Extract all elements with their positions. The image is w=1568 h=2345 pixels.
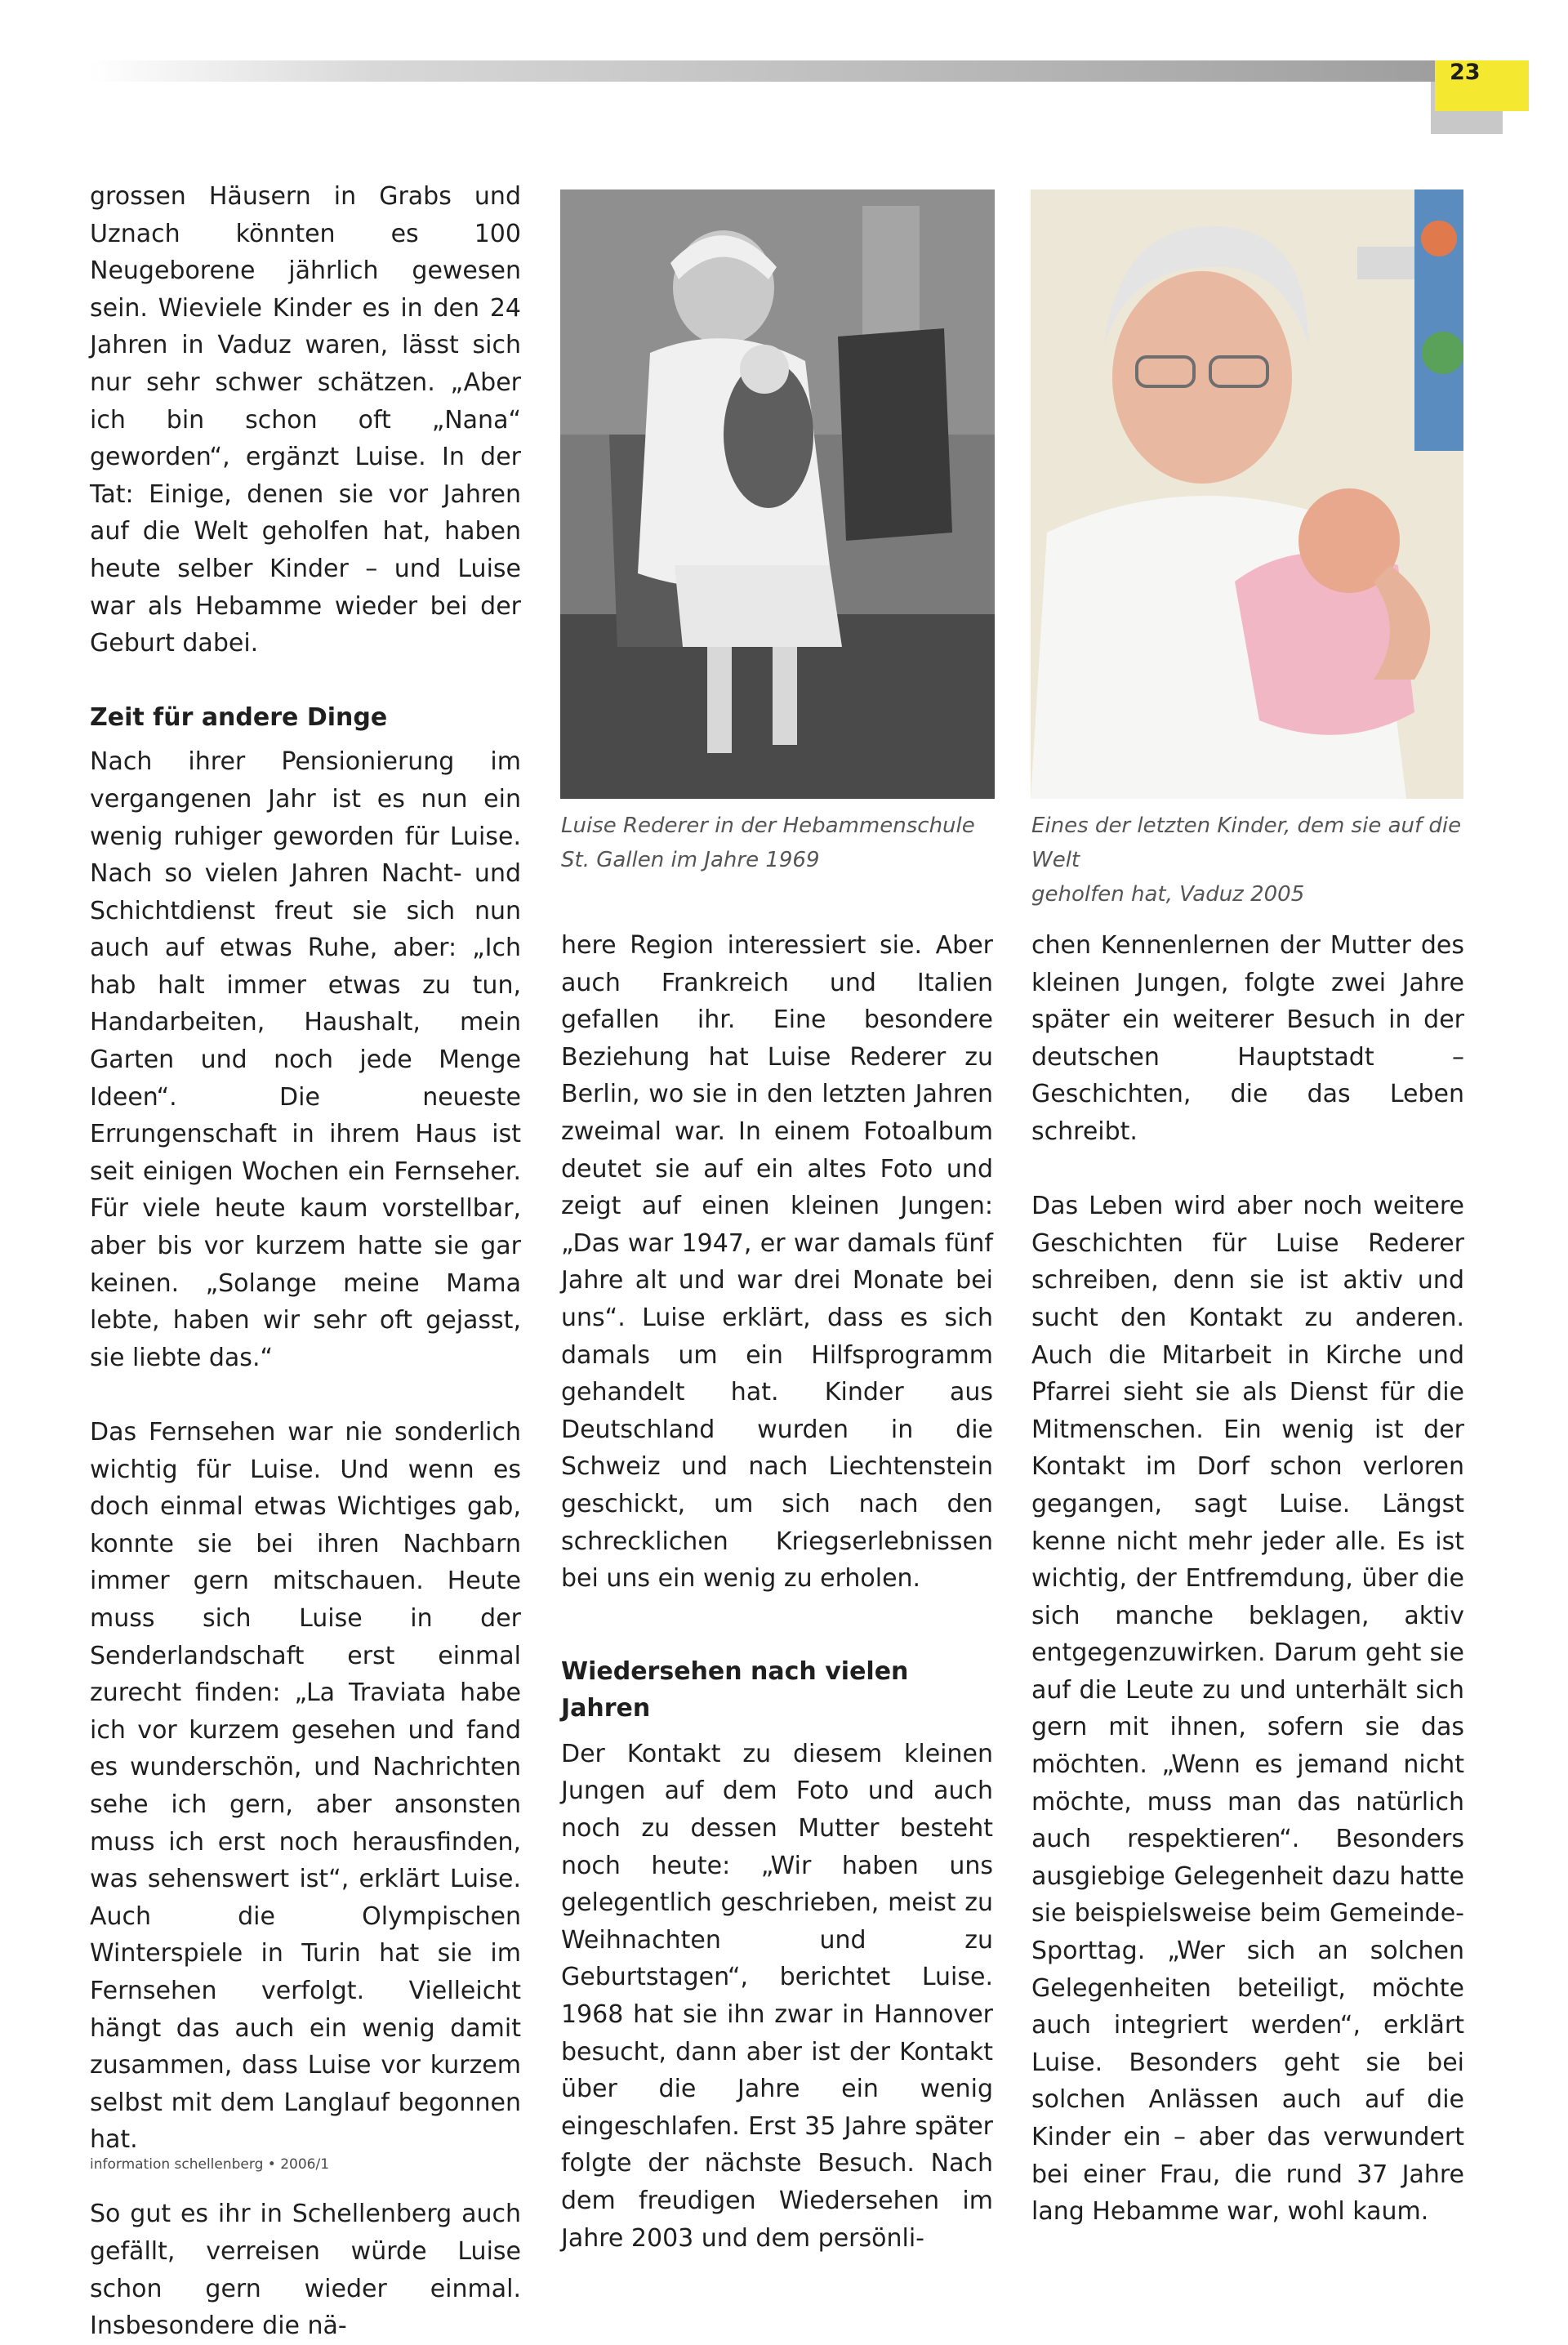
paragraph: here Region interessiert sie. Aber auch Frankreich und Italien gefallen ihr. Eine besondere Beziehung hat Luise Rederer zu Berlin, wo sie in den letzten Jahren zweimal war. In einem Fotoalbum deutet sie auf ein altes Foto und zeigt auf einen kleinen Jungen: „Das war 1947, er war damals fünf Jahre alt und war drei Monate bei uns“. Luise erklärt, dass es sich damals um ein Hilfsprogramm gehandelt hat. Kinder aus Deutschland wurden in die Schweiz und nach Liechtenstein geschickt, um sich nach den schrecklichen Kriegserlebnissen bei uns ein wenig zu erholen. bbox=[561, 931, 993, 1594]
caption-line: geholfen hat, Vaduz 2005 bbox=[1031, 882, 1305, 907]
photo-caption-right bbox=[1031, 809, 1489, 912]
caption-line: St. Gallen im Jahre 1969 bbox=[561, 848, 820, 872]
photo-midwife-2005-image bbox=[1031, 189, 1463, 799]
section-heading: Zeit für andere Dinge bbox=[90, 702, 388, 732]
photo-caption-left bbox=[561, 809, 1002, 877]
paragraph: Nach ihrer Pensionierung im vergangenen Jahr ist es nun ein wenig ruhiger geworden für Luise. Nach so vielen Jahren Nacht- und Schichtdienst freut sie sich nun auch auf etwas Ruhe, aber: „Ich hab halt immer etwas zu tun, Handarbeiten, Haushalt, mein Garten und noch jede Menge Ideen“. Die neueste Errungenschaft in ihrem Haus ist seit einigen Wochen ein Fernseher. Für viele heute kaum vorstellbar, aber bis vor kurzem hatte sie gar keinen. „Solange meine Mama lebte, haben wir sehr oft gejasst, sie liebte das.“ bbox=[90, 747, 521, 1372]
column-2 bbox=[561, 927, 993, 2257]
photo-nurse-1969-image bbox=[560, 189, 995, 799]
paragraph: Das Leben wird aber noch weitere Geschichten für Luise Rederer schreiben, denn sie ist aktiv und sucht den Kontakt zu anderen. Auch die Mitarbeit in Kirche und Pfarrei sieht sie als Dienst für die Mitmenschen. Ein wenig ist der Kontakt im Dorf schon verloren gegangen, sagt Luise. Längst kenne nicht mehr jeder alle. Es ist wichtig, der Entfremdung, über die sich manche beklagen, aktiv entgegenzuwirken. Darum geht sie auf die Leute zu und unterhält sich gern mit ihnen, sofern sie das möchten. „Wenn es jemand nicht möchte, muss man das natürlich auch respektieren“. Besonders ausgiebige Gelegenheit dazu hatte sie beispielsweise beim Gemeinde-Sporttag. „Wer sich an solchen Gelegenheiten beteiligt, möchte auch integriert werden“, erklärt Luise. Besonders geht sie bei solchen Anlässen auch auf die Kinder ein – aber das verwundert bei einer Frau, die rund 37 Jahre lang Hebamme war, wohl kaum. bbox=[1031, 1192, 1464, 2227]
paragraph: grossen Häusern in Grabs und Uznach könnten es 100 Neugeborene jährlich gewesen sein. Wieviele Kinder es in den 24 Jahren in Vaduz waren, lässt sich nur sehr schwer schätzen. „Aber ich bin schon oft „Nana“ geworden“, ergänzt Luise. In der Tat: Einige, denen sie vor Jahren auf die Welt geholfen hat, haben heute selber Kinder – und Luise war als Hebamme wieder bei der Geburt dabei. bbox=[90, 182, 521, 658]
section-heading: Wiedersehen nach vielen Jahren bbox=[561, 1656, 909, 1723]
page-number: 23 bbox=[1450, 60, 1481, 85]
footer-publication: information schellenberg • 2006/1 bbox=[90, 2156, 330, 2173]
caption-line: Eines der letzten Kinder, dem sie auf die Welt bbox=[1031, 814, 1462, 872]
header-gradient-bar bbox=[90, 60, 1519, 82]
paragraph: chen Kennenlernen der Mutter des kleinen Jungen, folgte zwei Jahre später ein weiterer Besuch in der deutschen Hauptstadt – Geschichten, die das Leben schreibt. bbox=[1031, 931, 1464, 1146]
photo-nurse-1969 bbox=[560, 189, 995, 799]
paragraph: Das Fernsehen war nie sonderlich wichtig für Luise. Und wenn es doch einmal etwas Wichtiges gab, konnte sie bei ihren Nachbarn immer gern mitschauen. Heute muss sich Luise in der Senderlandschaft erst einmal zurecht finden: „La Traviata habe ich vor kurzem gesehen und fand es wunderschön, und Nachrichten sehe ich gern, aber ansonsten muss ich erst noch herausfinden, was sehenswert ist“, erklärt Luise. Auch die Olympischen Winterspiele in Turin hat sie im Fernsehen verfolgt. Vielleicht hängt das auch ein wenig damit zusammen, dass Luise vor kurzem selbst mit dem Langlauf begonnen hat. bbox=[90, 1418, 521, 2155]
paragraph: So gut es ihr in Schellenberg auch gefällt, verreisen würde Luise schon gern wieder einmal. Insbesondere die nä- bbox=[90, 2200, 521, 2341]
column-1 bbox=[90, 178, 521, 2345]
column-3 bbox=[1031, 927, 1464, 2231]
paragraph: Der Kontakt zu diesem kleinen Jungen auf dem Foto und auch noch zu dessen Mutter besteht noch heute: „Wir haben uns gelegentlich geschrieben, meist zu Weihnachten und zu Geburtstagen“, berichtet Luise. 1968 hat sie ihn zwar in Hannover besucht, dann aber ist der Kontakt über die Jahre ein wenig eingeschlafen. Erst 35 Jahre später folgte der nächste Besuch. Nach dem freudigen Wiedersehen im Jahre 2003 und dem persönli- bbox=[561, 1739, 993, 2253]
photo-midwife-2005 bbox=[1031, 189, 1463, 799]
caption-line: Luise Rederer in der Hebammenschule bbox=[561, 814, 975, 838]
